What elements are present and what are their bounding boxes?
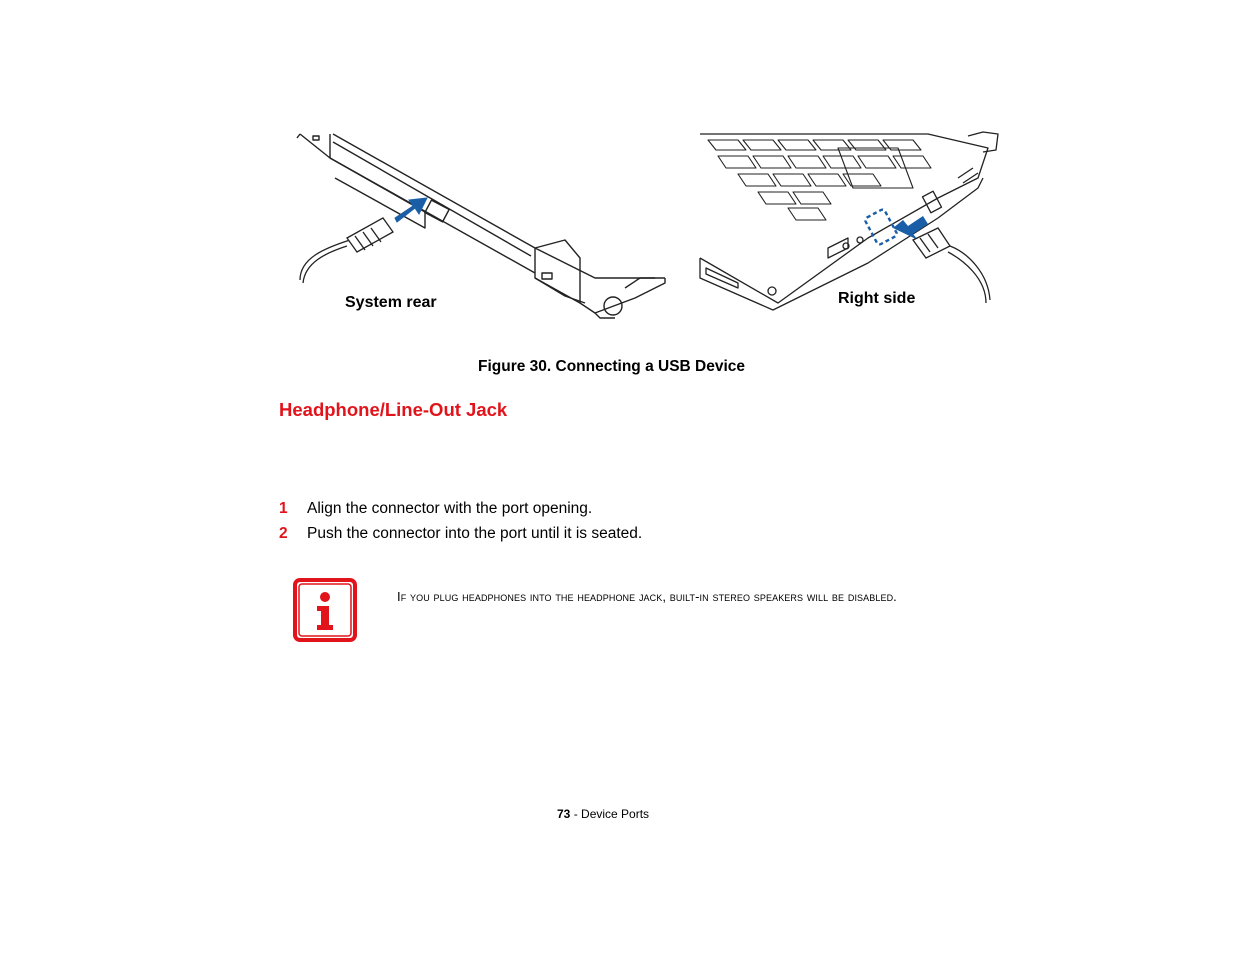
- info-icon: [293, 578, 357, 642]
- system-rear-label: System rear: [345, 294, 437, 311]
- note-text: If you plug headphones into the headphone jack, built-in stereo speakers will be disabled.: [397, 589, 897, 604]
- section-heading: Headphone/Line-Out Jack: [279, 399, 508, 420]
- step-item: [279, 500, 592, 518]
- page-number: 73: [557, 807, 571, 821]
- step-text: Align the connector with the port opening.: [307, 500, 593, 517]
- step-number: 1: [279, 500, 288, 517]
- figure-caption: Figure 30. Connecting a USB Device: [478, 358, 746, 375]
- step-text: Push the connector into the port until it is seated.: [307, 525, 643, 542]
- step-item: [279, 525, 642, 543]
- step-number: 2: [279, 525, 288, 542]
- right-side-illustration: [698, 128, 1008, 313]
- right-side-label: Right side: [838, 290, 916, 307]
- footer-section-title: - Device Ports: [573, 807, 650, 821]
- page-footer: [557, 807, 649, 821]
